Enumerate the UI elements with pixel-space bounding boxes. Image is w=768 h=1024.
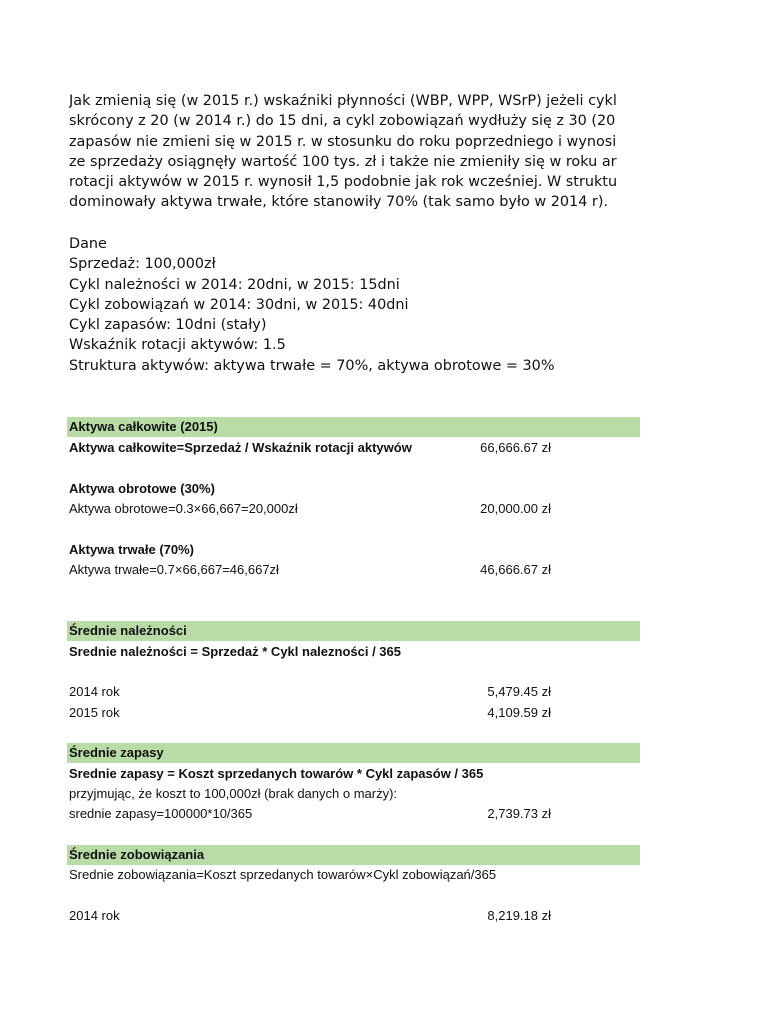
year-value: 5,479.45 zł	[487, 684, 551, 699]
formula-label: Srednie zobowiązania=Koszt sprzedanych towarów×Cykl zobowiązań/365	[69, 867, 497, 882]
formula-row-srednie-naleznosci	[67, 642, 640, 662]
given-data-title: Dane	[69, 236, 107, 252]
given-data-line: Cykl zapasów: 10dni (stały)	[69, 317, 267, 334]
task-line: rotacji aktywów w 2015 r. wynosił 1,5 podobnie jak rok wcześniej. W struktu	[69, 174, 618, 191]
year-label: 2014 rok	[69, 684, 120, 699]
calc-row-srednie-zapasy	[67, 804, 640, 824]
formula-label: Srednie należności = Sprzedaż * Cykl nalezności / 365	[69, 644, 401, 659]
section-header-aktywa-calkowite	[67, 417, 640, 437]
given-data-line: Wskaźnik rotacji aktywów: 1.5	[69, 337, 286, 354]
task-line: ze sprzedaży osiągnęły wartość 100 tys. zł i także nie zmieniły się w roku ar	[69, 153, 617, 170]
section-header-label: Średnie zapasy	[69, 745, 164, 760]
formula-row-srednie-zapasy	[67, 764, 640, 784]
year-value: 8,219.18 zł	[487, 908, 551, 923]
title-row-aktywa-trwale	[67, 540, 640, 560]
task-line: zapasów nie zmieni się w 2015 r. w stosunku do roku poprzedniego i wynosi	[69, 133, 617, 150]
formula-value: 66,666.67 zł	[480, 440, 551, 455]
formula-row-aktywa-calkowite	[67, 438, 640, 458]
formula-label: Aktywa obrotowe=0.3×66,667=20,000zł	[69, 501, 298, 516]
section-header-label: Aktywa całkowite (2015)	[69, 419, 218, 434]
formula-value: 20,000.00 zł	[480, 501, 551, 516]
given-data-line: Struktura aktywów: aktywa trwałe = 70%, aktywa obrotowe = 30%	[69, 357, 555, 374]
calc-label: srednie zapasy=100000*10/365	[69, 806, 253, 821]
section-header-label: Średnie zobowiązania	[69, 847, 205, 862]
section-header-srednie-zapasy	[67, 743, 640, 763]
year-label: 2015 rok	[69, 705, 120, 720]
formula-label: Aktywa trwałe=0.7×66,667=46,667zł	[69, 562, 279, 577]
value-row-naleznosci-2015	[67, 703, 640, 723]
formula-value: 46,666.67 zł	[480, 562, 551, 577]
assumption-note: przyjmując, że koszt to 100,000zł (brak danych o marży):	[69, 786, 398, 801]
formula-row-aktywa-trwale	[67, 560, 640, 580]
value-row-zobowiazania-2014	[67, 906, 640, 926]
formula-row-aktywa-obrotowe	[67, 499, 640, 519]
section-header-label: Średnie należności	[69, 623, 187, 638]
task-description	[69, 91, 644, 213]
given-data-line: Cykl należności w 2014: 20dni, w 2015: 15dni	[69, 276, 400, 293]
note-row-srednie-zapasy	[67, 784, 640, 804]
formula-row-srednie-zobowiazania	[67, 865, 640, 885]
given-data	[69, 234, 669, 376]
year-value: 4,109.59 zł	[487, 705, 551, 720]
section-header-srednie-zobowiazania	[67, 845, 640, 865]
value-row-naleznosci-2014	[67, 682, 640, 702]
section-title: Aktywa obrotowe (30%)	[69, 481, 215, 496]
given-data-line: Cykl zobowiązań w 2014: 30dni, w 2015: 40dni	[69, 296, 409, 313]
title-row-aktywa-obrotowe	[67, 479, 640, 499]
formula-label: Srednie zapasy = Koszt sprzedanych towarów * Cykl zapasów / 365	[69, 766, 484, 781]
section-header-srednie-naleznosci	[67, 621, 640, 641]
formula-label: Aktywa całkowite=Sprzedaż / Wskaźnik rotacji aktywów	[69, 440, 412, 455]
given-data-line: Sprzedaż: 100,000zł	[69, 256, 216, 273]
task-line: dominowały aktywa trwałe, które stanowiły 70% (tak samo było w 2014 r).	[69, 194, 609, 211]
task-line: Jak zmienią się (w 2015 r.) wskaźniki płynności (WBP, WPP, WSrP) jeżeli cykl	[69, 93, 617, 109]
task-line: skrócony z 20 (w 2014 r.) do 15 dni, a cykl zobowiązań wydłuży się z 30 (20	[69, 113, 616, 130]
calc-value: 2,739.73 zł	[487, 806, 551, 821]
year-label: 2014 rok	[69, 908, 120, 923]
section-title: Aktywa trwałe (70%)	[69, 542, 194, 557]
